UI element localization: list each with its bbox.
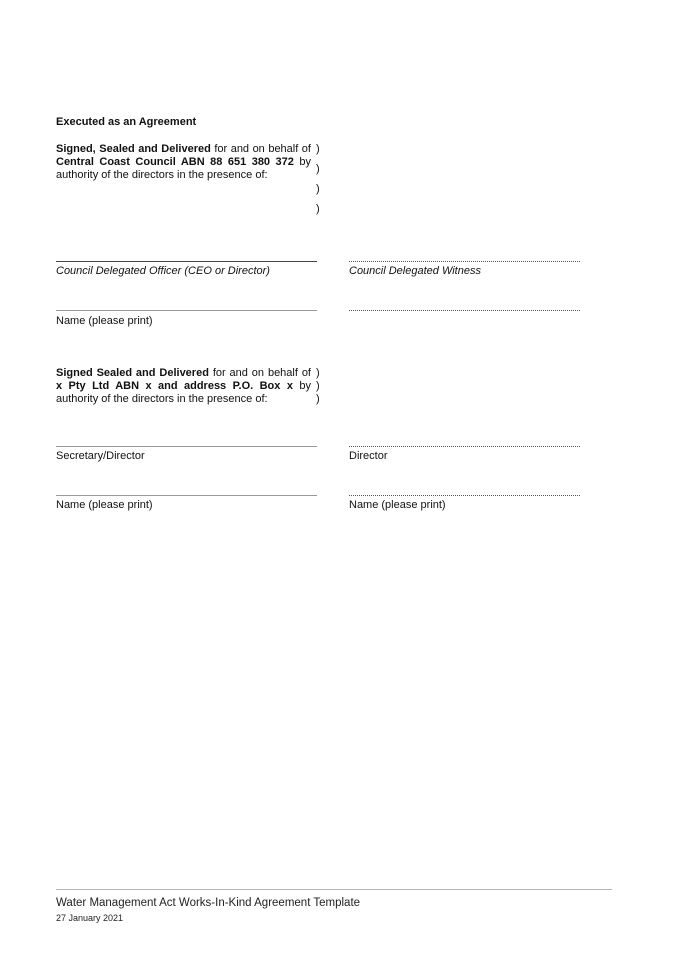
company-signed-phrase: Signed Sealed and Delivered xyxy=(56,367,209,379)
company-paren-2: ) xyxy=(316,380,320,392)
council-officer-label: Council Delegated Officer (CEO or Director) xyxy=(56,265,270,277)
council-officer-name-label: Name (please print) xyxy=(56,315,153,327)
council-authority-text: by authority of the directors in the presence of: xyxy=(56,156,311,181)
footer-date: 27 January 2021 xyxy=(56,913,124,923)
council-paren-2: ) xyxy=(316,163,320,175)
company-director-label: Director xyxy=(349,450,388,462)
council-officer-name-line xyxy=(56,310,317,311)
council-entity-name: Central Coast Council ABN 88 651 380 372 xyxy=(56,156,294,168)
company-behalf-text: for and on behalf of xyxy=(208,367,311,379)
company-entity-name: x Pty Ltd ABN x and address P.O. Box x xyxy=(56,380,293,392)
execution-heading: Executed as an Agreement xyxy=(56,116,197,128)
council-paren-3: ) xyxy=(316,183,320,195)
council-witness-label: Council Delegated Witness xyxy=(349,265,481,277)
company-secretary-signature-line xyxy=(56,446,317,447)
company-director-name-line xyxy=(349,495,580,496)
company-paren-3: ) xyxy=(316,393,320,405)
footer-document-title: Water Management Act Works-In-Kind Agreement Template xyxy=(56,897,361,909)
council-signed-phrase: Signed, Sealed and Delivered xyxy=(56,143,211,155)
company-secretary-name-line xyxy=(56,495,317,496)
council-witness-signature-line xyxy=(349,261,580,262)
company-secretary-name-label: Name (please print) xyxy=(56,499,153,511)
council-officer-signature-line xyxy=(56,261,317,262)
council-execution-clause xyxy=(56,143,311,182)
company-paren-1: ) xyxy=(316,367,320,379)
company-authority-text: by authority of the directors in the presence of: xyxy=(56,380,311,405)
council-paren-4: ) xyxy=(316,203,320,215)
council-paren-1: ) xyxy=(316,143,320,155)
council-witness-name-line xyxy=(349,310,580,311)
company-director-signature-line xyxy=(349,446,580,447)
company-director-name-label: Name (please print) xyxy=(349,499,446,511)
company-secretary-label: Secretary/Director xyxy=(56,450,145,462)
company-execution-clause xyxy=(56,367,311,406)
footer-divider xyxy=(56,889,612,890)
council-behalf-text: for and on behalf of xyxy=(210,143,311,155)
